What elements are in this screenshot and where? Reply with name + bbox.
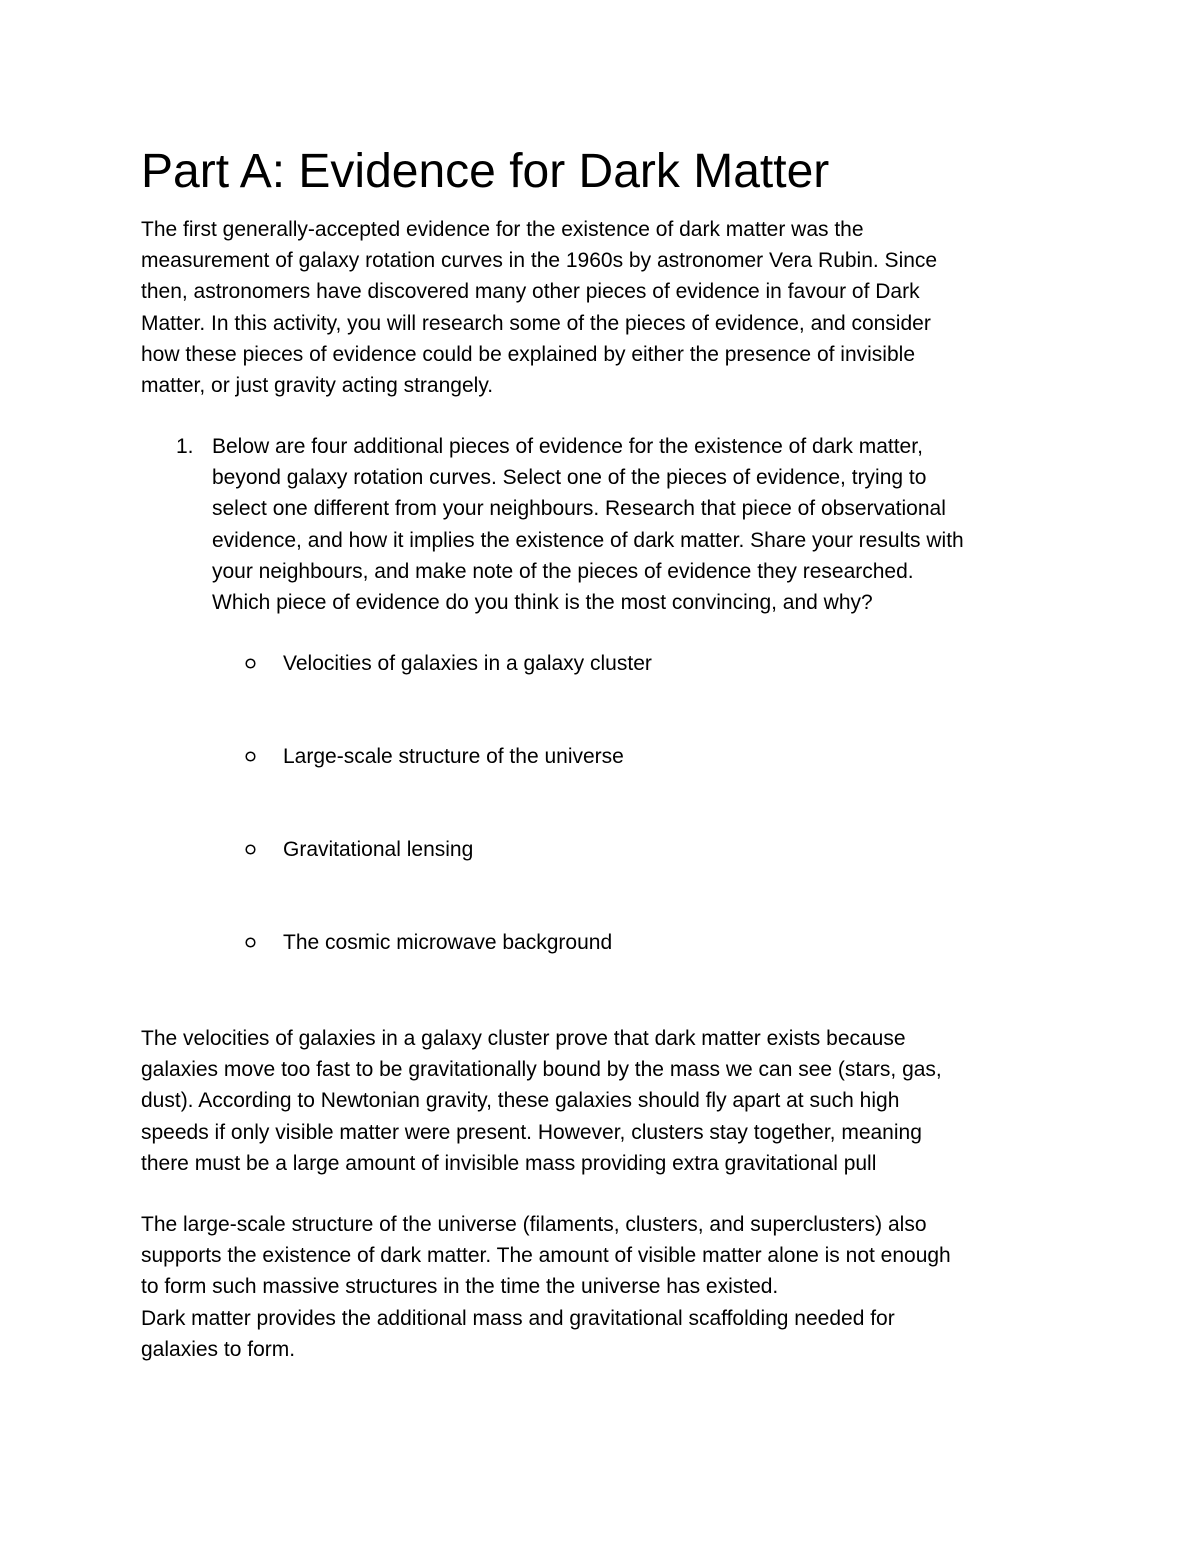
intro-line: matter, or just gravity acting strangely. [141,374,494,398]
intro-line: then, astronomers have discovered many other pieces of evidence in favour of Dark [141,280,920,304]
evidence-bullet-label: Gravitational lensing [283,838,474,861]
question-text [212,431,1092,618]
evidence-bullet-label: Large-scale structure of the universe [283,745,624,768]
answer-line: Dark matter provides the additional mass and gravitational scaffolding needed for [141,1306,895,1330]
page-title: Part A: Evidence for Dark Matter [141,145,830,198]
hollow-circle-bullet-icon [245,937,256,948]
answer-paragraph-structure [141,1209,1071,1365]
answer-line: The velocities of galaxies in a galaxy cluster prove that dark matter exists because [141,1027,906,1050]
answer-line: The large-scale structure of the universe (filaments, clusters, and superclusters) also [141,1213,927,1236]
answer-line: supports the existence of dark matter. The amount of visible matter alone is not enough [141,1244,951,1268]
question-line: Which piece of evidence do you think is the most convincing, and why? [212,591,873,615]
intro-line: measurement of galaxy rotation curves in the 1960s by astronomer Vera Rubin. Since [141,249,938,273]
answer-paragraph-velocities [141,1023,1071,1179]
answer-line: galaxies to form. [141,1337,296,1361]
answer-line: there must be a large amount of invisible mass providing extra gravitational pull [141,1151,877,1175]
answer-line: galaxies move too fast to be gravitationally bound by the mass we can see (stars, gas, [141,1058,942,1082]
question-line: beyond galaxy rotation curves. Select one of the pieces of evidence, trying to [212,466,927,490]
intro-line: Matter. In this activity, you will research some of the pieces of evidence, and consider [141,311,931,335]
evidence-bullet-label: Velocities of galaxies in a galaxy cluster [283,652,652,675]
question-line: select one different from your neighbours. Research that piece of observational [212,497,946,521]
intro-line: The first generally-accepted evidence for the existence of dark matter was the [141,218,864,241]
hollow-circle-bullet-icon [245,751,256,762]
answer-line: to form such massive structures in the time the universe has existed. [141,1275,779,1299]
question-line: evidence, and how it implies the existence of dark matter. Share your results with [212,528,964,552]
answer-line: speeds if only visible matter were present. However, clusters stay together, meaning [141,1120,922,1144]
hollow-circle-bullet-icon [245,844,256,855]
question-line: Below are four additional pieces of evidence for the existence of dark matter, [212,435,923,458]
evidence-bullet-label: The cosmic microwave background [283,931,613,954]
answer-line: dust). According to Newtonian gravity, these galaxies should fly apart at such high [141,1089,900,1113]
hollow-circle-bullet-icon [245,658,256,669]
question-number: 1. [176,435,194,458]
intro-line: how these pieces of evidence could be explained by either the presence of invisible [141,342,915,366]
intro-paragraph [141,214,1071,401]
question-line: your neighbours, and make note of the pieces of evidence they researched. [212,559,914,583]
